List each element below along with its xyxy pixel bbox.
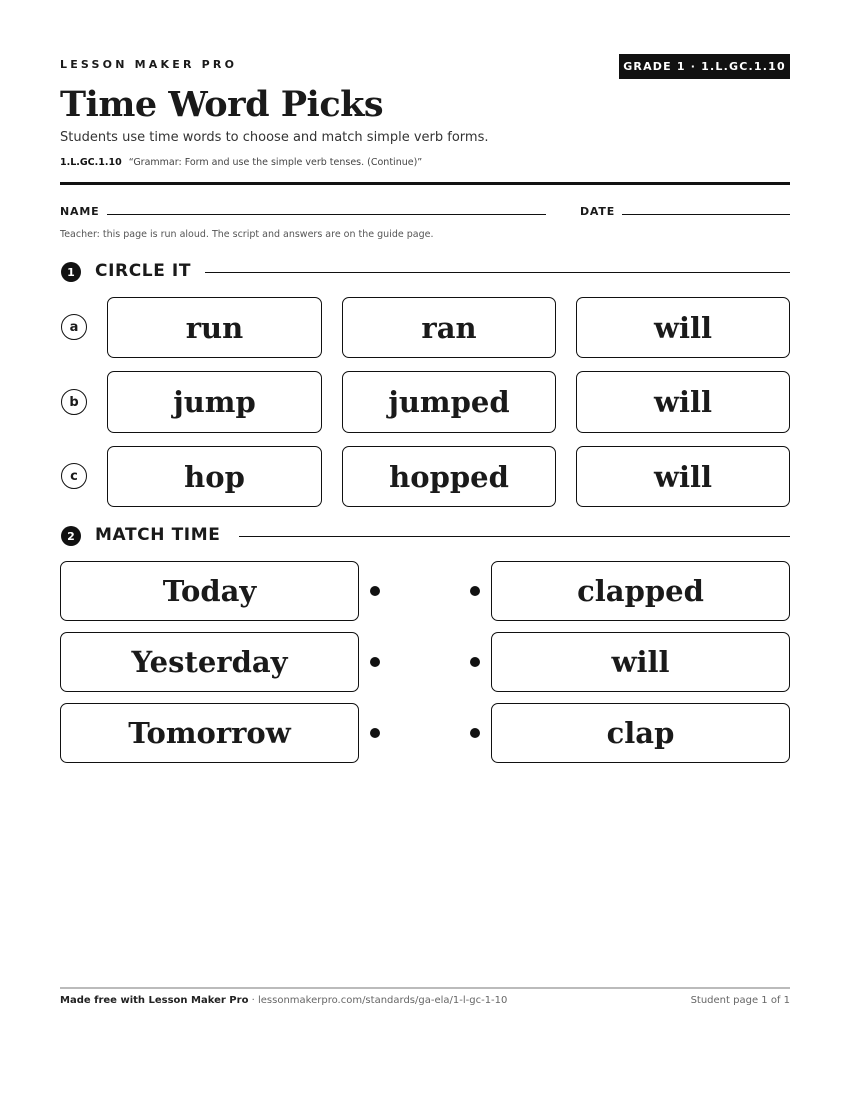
section-2-title: MATCH TIME xyxy=(95,525,221,545)
name-field-line[interactable] xyxy=(107,214,546,215)
footer-page-number: Student page 1 of 1 xyxy=(690,995,790,1006)
grade-badge: GRADE 1 · 1.L.GC.1.10 xyxy=(619,54,790,79)
word-choice[interactable]: hopped xyxy=(342,446,556,507)
row-letter-c: c xyxy=(61,463,87,489)
match-right-item[interactable]: will xyxy=(491,632,790,692)
match-left-item[interactable]: Today xyxy=(60,561,359,621)
section-2-number: 2 xyxy=(61,526,81,546)
page-title: Time Word Picks xyxy=(60,84,384,125)
footer-credit xyxy=(60,995,507,1006)
match-dot-left[interactable] xyxy=(370,586,380,596)
match-dot-right[interactable] xyxy=(470,728,480,738)
match-right-item[interactable]: clapped xyxy=(491,561,790,621)
row-letter-b: b xyxy=(61,389,87,415)
footer-made-with: Made free with Lesson Maker Pro xyxy=(60,995,249,1006)
word-choice[interactable]: will xyxy=(576,446,790,507)
match-dot-right[interactable] xyxy=(470,586,480,596)
date-label: DATE xyxy=(580,205,616,218)
match-right-item[interactable]: clap xyxy=(491,703,790,763)
section-1-title: CIRCLE IT xyxy=(95,261,192,281)
word-choice[interactable]: ran xyxy=(342,297,556,358)
footer-url[interactable]: · lessonmakerpro.com/standards/ga-ela/1-l-gc-1-10 xyxy=(248,995,508,1006)
word-choice[interactable]: jumped xyxy=(342,371,556,433)
word-choice[interactable]: run xyxy=(107,297,322,358)
match-left-item[interactable]: Yesterday xyxy=(60,632,359,692)
teacher-note: Teacher: this page is run aloud. The script and answers are on the guide page. xyxy=(60,229,434,240)
name-label: NAME xyxy=(60,205,100,218)
brand-name: LESSON MAKER PRO xyxy=(60,58,238,71)
word-choice[interactable]: will xyxy=(576,371,790,433)
header-divider xyxy=(60,182,790,185)
footer-divider xyxy=(60,987,790,989)
word-choice[interactable]: jump xyxy=(107,371,322,433)
match-dot-right[interactable] xyxy=(470,657,480,667)
standard-line xyxy=(60,157,422,168)
section-2-rule xyxy=(239,536,790,537)
word-choice[interactable]: hop xyxy=(107,446,322,507)
row-letter-a: a xyxy=(61,314,87,340)
match-dot-left[interactable] xyxy=(370,728,380,738)
standard-code: 1.L.GC.1.10 xyxy=(60,157,122,168)
page-subtitle: Students use time words to choose and match simple verb forms. xyxy=(60,130,489,145)
standard-text: “Grammar: Form and use the simple verb tenses. (Continue)” xyxy=(128,157,423,168)
date-field-line[interactable] xyxy=(622,214,790,215)
match-left-item[interactable]: Tomorrow xyxy=(60,703,359,763)
word-choice[interactable]: will xyxy=(576,297,790,358)
section-1-rule xyxy=(205,272,790,273)
section-1-number: 1 xyxy=(61,262,81,282)
match-dot-left[interactable] xyxy=(370,657,380,667)
